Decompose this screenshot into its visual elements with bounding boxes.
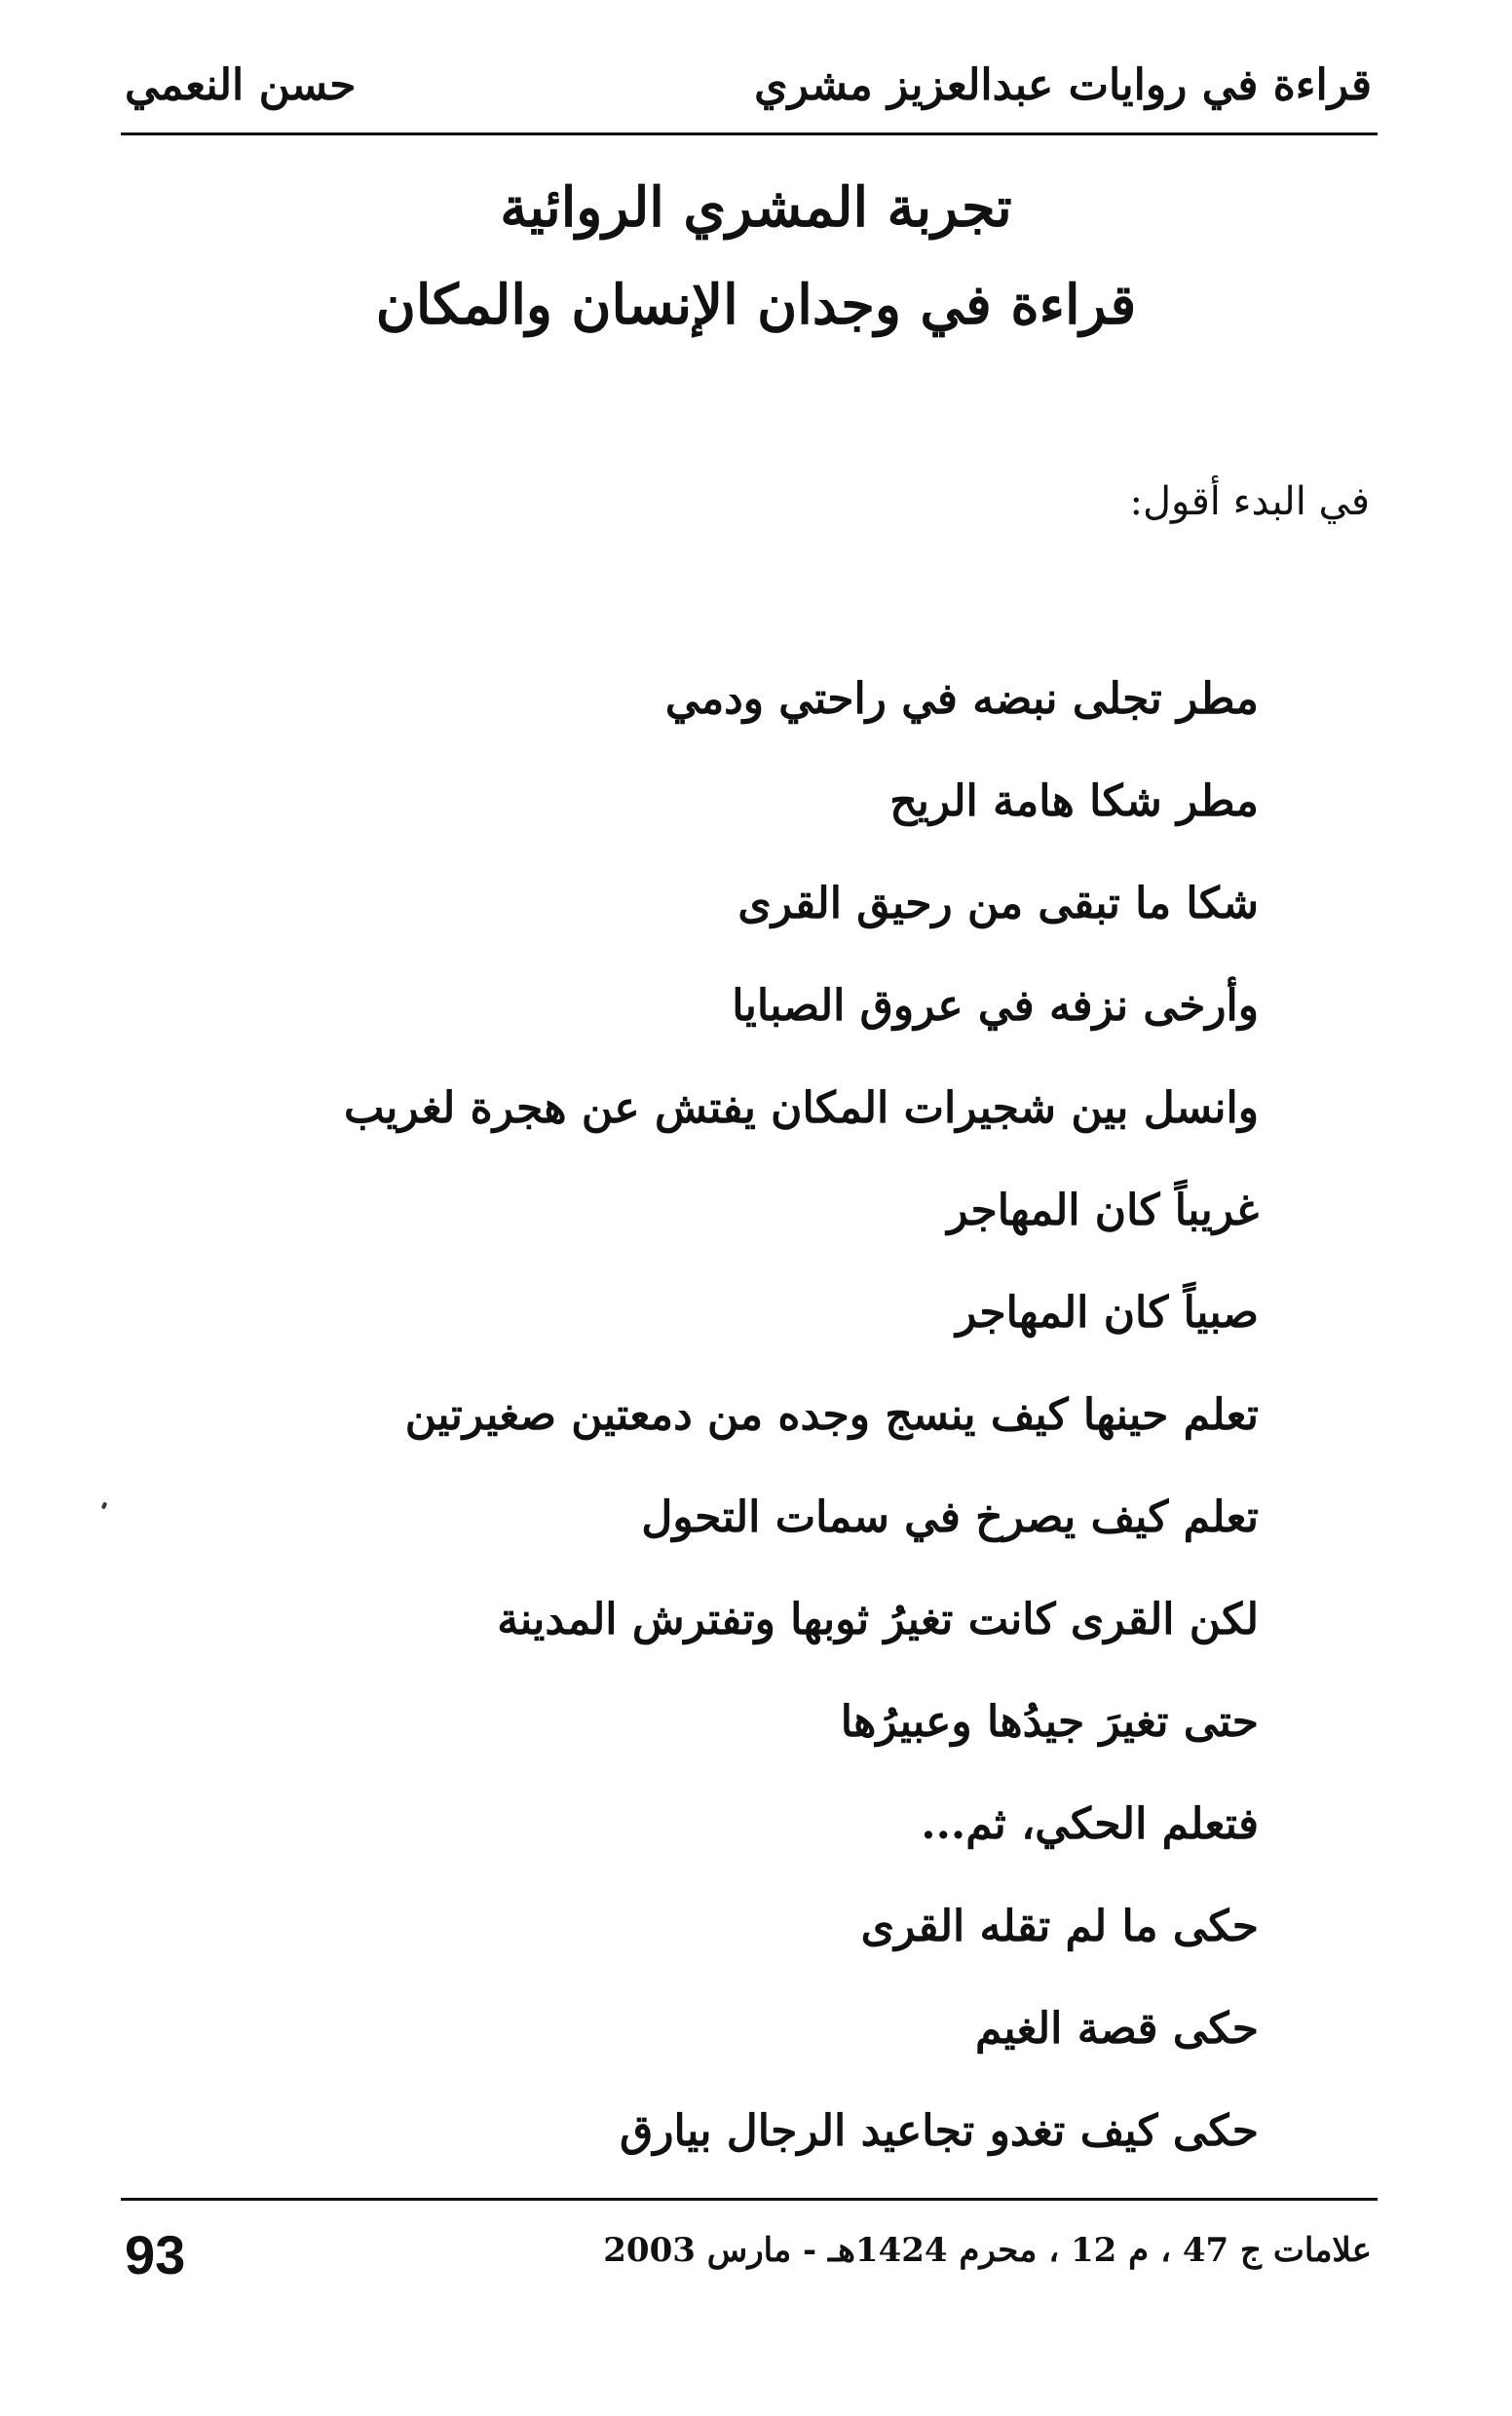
- page-number: 93: [125, 2224, 186, 2285]
- poem-line: وأرخى نزفه في عروق الصبايا: [732, 981, 1259, 1031]
- poem-line: وانسل بين شجيرات المكان يفتش عن هجرة لغريب: [343, 1083, 1259, 1133]
- poem-line: حتى تغيرَ جيدُها وعبيرُها: [840, 1697, 1259, 1747]
- running-header-title: قراءة في روايات عبدالعزيز مشري: [754, 60, 1372, 110]
- header-divider: [121, 132, 1378, 135]
- scan-speck: [101, 1501, 108, 1509]
- poem-line: حكى كيف تغدو تجاعيد الرجال بيارق: [620, 2106, 1259, 2156]
- footer-divider: [121, 2198, 1378, 2201]
- journal-citation: علامات ج 47 ، م 12 ، محرم 1424هـ - مارس 2003: [603, 2231, 1372, 2270]
- running-header-author: حسن النعمي: [125, 60, 357, 110]
- poem-line: تعلم حينها كيف ينسج وجده من دمعتين صغيرتين: [404, 1390, 1259, 1440]
- article-subtitle: قراءة في وجدان الإنسان والمكان: [375, 273, 1137, 337]
- poem-line: لكن القرى كانت تغيرُ ثوبها وتفترش المدينة: [497, 1595, 1259, 1644]
- poem-line: مطر تجلى نبضه في راحتي ودمي: [664, 674, 1259, 724]
- intro-text: في البدء أقول:: [1129, 479, 1370, 524]
- poem: [344, 672, 1259, 2207]
- poem-line: غريباً كان المهاجر: [947, 1186, 1259, 1235]
- poem-line: تعلم كيف يصرخ في سمات التحول: [641, 1492, 1259, 1542]
- poem-line: فتعلم الحكي، ثم...: [921, 1799, 1259, 1849]
- poem-line: حكى قصة الغيم: [974, 2004, 1259, 2054]
- poem-line: صبياً كان المهاجر: [956, 1288, 1259, 1338]
- poem-line: شكا ما تبقى من رحيق القرى: [737, 879, 1259, 928]
- article-title: تجربة المشري الروائية: [500, 175, 1012, 240]
- poem-line: حكى ما لم تقله القرى: [860, 1902, 1259, 1951]
- poem-line: مطر شكا هامة الريح: [889, 776, 1259, 826]
